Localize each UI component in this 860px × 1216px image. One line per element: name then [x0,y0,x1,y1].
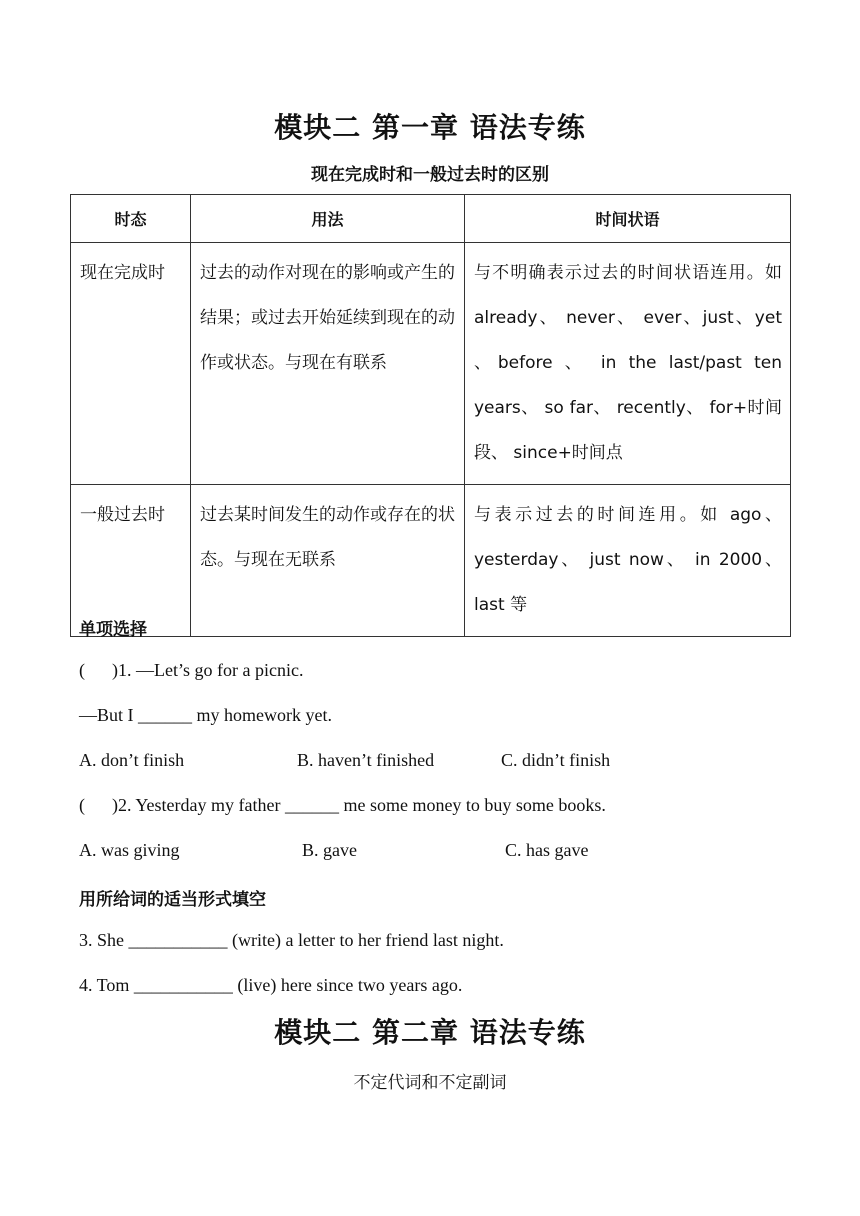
chapter2-title: 模块二 第二章 语法专练 [274,1016,586,1049]
chapter1-subtitle: 现在完成时和一般过去时的区别 [311,165,549,185]
table-header-row [71,195,791,243]
question-3: 3. She ___________ (write) a letter to her friend last night. [79,930,504,950]
table-row [71,485,791,637]
question-1-option-b: B. haven’t finished [297,750,435,770]
header-usage: 用法 [191,195,465,243]
question-2-option-a: A. was giving [79,840,180,860]
chapter1-title: 模块二 第一章 语法专练 [274,111,586,144]
usage-cell: 过去某时间发生的动作或存在的状态。与现在无联系 [191,485,465,637]
adverbials-cell: 与不明确表示过去的时间状语连用。如 already、 never、 ever、just、yet 、before 、 in the last/past ten years、 so far、 recently、 for+时间段、 since+时间点 [465,243,791,485]
question-1-line2: —But I ______ my homework yet. [79,705,332,725]
header-tense: 时态 [71,195,191,243]
tense-comparison-table [70,194,791,637]
question-1-option-c: C. didn’t finish [501,750,611,770]
question-4: 4. Tom ___________ (live) here since two years ago. [79,975,463,995]
table-row [71,243,791,485]
adverbials-cell: 与表示过去的时间连用。如 ago、yesterday、 just now、 in 2000、 last 等 [465,485,791,637]
section-heading-fill: 用所给词的适当形式填空 [79,890,266,910]
header-adverbials: 时间状语 [465,195,791,243]
question-1-option-a: A. don’t finish [79,750,185,770]
tense-cell: 一般过去时 [71,485,191,637]
question-1-stem: ( )1. —Let’s go for a picnic. [79,660,304,680]
section-heading-choice: 单项选择 [79,620,147,640]
question-2-option-c: C. has gave [505,840,589,860]
usage-cell: 过去的动作对现在的影响或产生的结果；或过去开始延续到现在的动作或状态。与现在有联系 [191,243,465,485]
tense-cell: 现在完成时 [71,243,191,485]
question-2-stem: ( )2. Yesterday my father ______ me some money to buy some books. [79,795,606,815]
chapter2-subtitle: 不定代词和不定副词 [353,1073,507,1093]
question-2-option-b: B. gave [302,840,357,860]
